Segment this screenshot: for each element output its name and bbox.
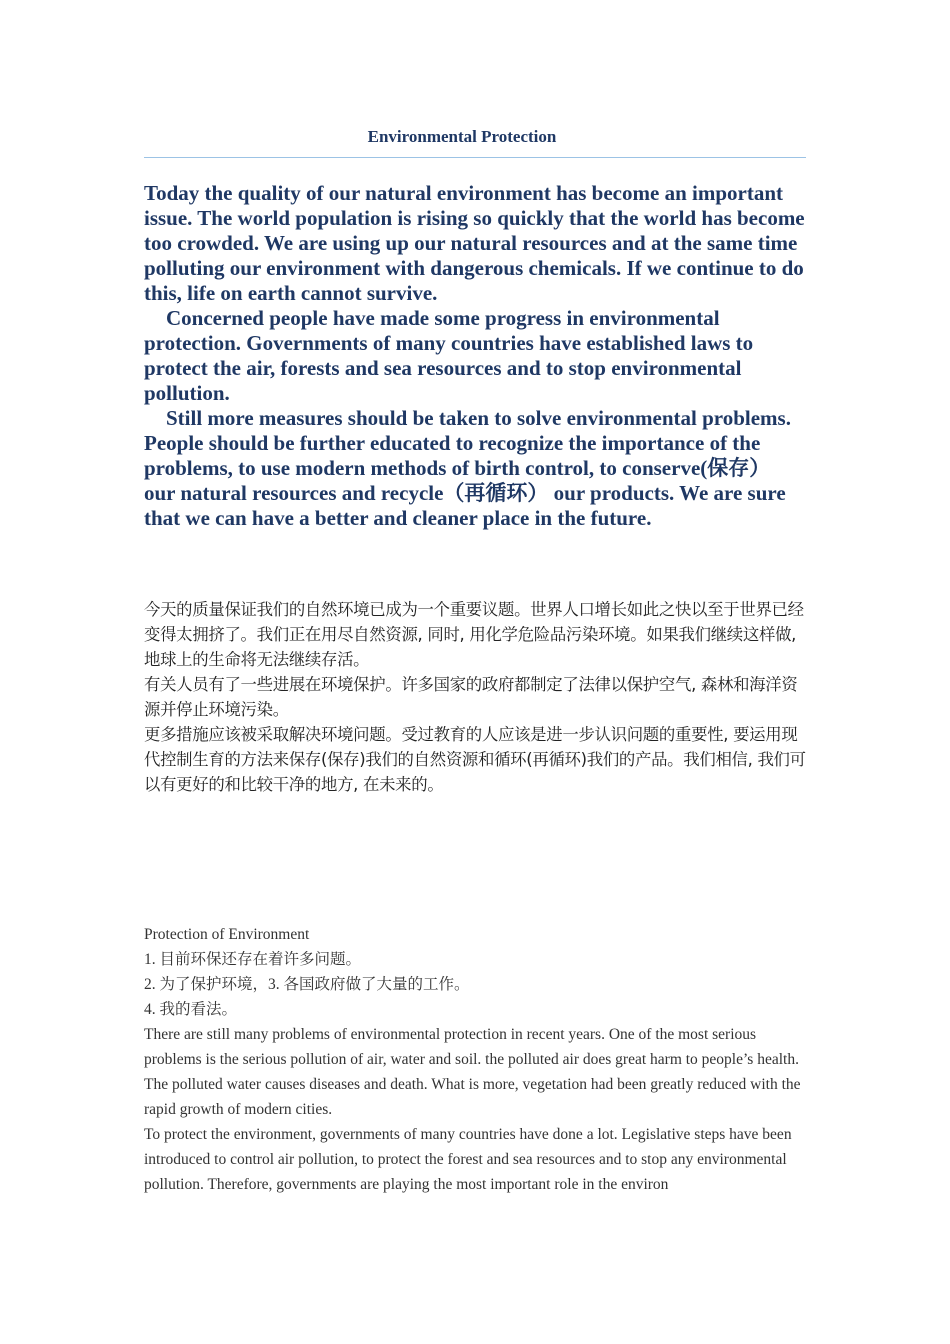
outline-point-1: 1. 目前环保还存在着许多问题。 bbox=[144, 951, 362, 968]
english-paragraph-2: Concerned people have made some progress in environmental protection. Governments of many countries have established laws to protect the air, forests and sea resources and to stop environmental pollution. bbox=[144, 306, 754, 405]
second-essay-paragraph-1: There are still many problems of environmental protection in recent years. One of the most serious problems is the serious pollution of air, water and soil. the polluted air does great harm to people’s health. The polluted water causes diseases and death. What is more, vegetation had been greatly reduced with the rapid growth of modern cities. bbox=[144, 1026, 801, 1118]
second-essay bbox=[144, 922, 806, 1197]
chinese-paragraph-3: 更多措施应该被采取解决环境问题。受过教育的人应该是进一步认识问题的重要性, 要运用现代控制生育的方法来保存(保存)我们的自然资源和循环(再循环)我们的产品。我们相信, 我们可以有更好的和比较干净的地方, 在未来的。 bbox=[144, 725, 806, 794]
english-essay bbox=[144, 181, 806, 531]
outline-point-3: 4. 我的看法。 bbox=[144, 1001, 238, 1018]
document-title: Environmental Protection bbox=[367, 127, 557, 146]
second-essay-paragraph-2: To protect the environment, governments of many countries have done a lot. Legislative steps have been introduced to control air pollution, to protect the forest and sea resources and to stop any environmental pollution. Therefore, governments are playing the most important role in the environ bbox=[144, 1126, 792, 1193]
english-paragraph-3: Still more measures should be taken to solve environmental problems. People should be further educated to recognize the importance of the problems, to use modern methods of birth control, to conserve(保存） our natural resources and recycle（再循环） our products. We are sure that we can have a better and cleaner place in the future. bbox=[144, 406, 791, 530]
outline-point-2: 2. 为了保护环境，3. 各国政府做了大量的工作。 bbox=[144, 976, 470, 993]
chinese-translation bbox=[144, 597, 806, 797]
second-essay-heading: Protection of Environment bbox=[144, 926, 310, 943]
english-paragraph-1: Today the quality of our natural environment has become an important issue. The world population is rising so quickly that the world has become too crowded. We are using up our natural resources and at the same time polluting our environment with dangerous chemicals. If we continue to do this, life on earth cannot survive. bbox=[144, 181, 805, 305]
chinese-paragraph-2: 有关人员有了一些进展在环境保护。许多国家的政府都制定了法律以保护空气, 森林和海洋资源并停止环境污染。 bbox=[144, 675, 798, 719]
chinese-paragraph-1: 今天的质量保证我们的自然环境已成为一个重要议题。世界人口增长如此之快以至于世界已经变得太拥挤了。我们正在用尽自然资源, 同时, 用化学危险品污染环境。如果我们继续这样做, 地球上的生命将无法继续存活。 bbox=[144, 600, 804, 669]
title-divider bbox=[144, 157, 806, 158]
